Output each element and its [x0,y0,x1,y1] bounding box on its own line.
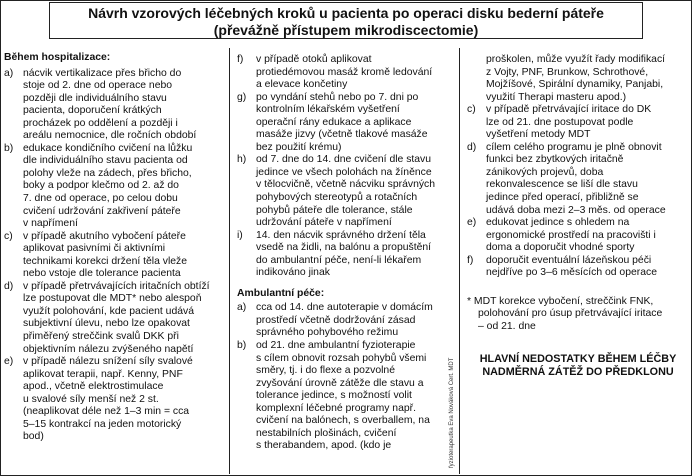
text-line: pohybů páteře dle tolerance, stále [256,204,413,216]
text-line: udržování páteře v napřímení [256,217,392,229]
text-line: polohování pro úsup přetrvávající iritace [478,308,663,320]
list-item-letter: e) [4,356,14,368]
text-line: dle individuálního stavu pacienta od [23,155,188,167]
text-line: polohy vleže na zádech, přes břicho, [23,167,192,179]
text-line: nestabilních plošinách, cvičení [256,427,397,439]
section-heading-outpatient: Ambulantní péče: [237,287,325,299]
text-line: proškolen, může využít řady modifikací [486,54,666,65]
text-line: v případě přetrvávající iritace do DK [486,104,652,116]
list-item-letter: h) [237,154,247,166]
text-line: nácvik vertikalizace přes břicho do [23,67,182,79]
list-item [467,104,689,142]
text-line: apod., včetně elektrostimulace [23,381,164,393]
list-item-letter: c) [467,104,476,116]
text-line: lze od 21. dne postupovat podle [486,116,634,128]
text-line: využití Therapi masteru apod.) [486,91,627,103]
list-item-text [486,142,689,217]
text-line: správného pohybového režimu [256,327,399,339]
text-line: bod) [23,431,44,443]
text-line: subjektivní úlevu, nebo lze opakovat [23,318,190,330]
list-item-text [256,154,453,229]
text-line: zánikových projevů, doba [486,166,604,178]
text-line: v případě otoků aplikovat [256,54,372,65]
text-line: operační rány edukace a aplikace [256,116,412,128]
text-line: cvičení na balónech, s overballem, na [256,415,430,427]
text-line: později dle individuálního stavu [23,92,167,104]
list-item [4,281,226,356]
text-line: protiedémovou masáž kromě ledování [256,66,433,78]
list-item [4,68,226,143]
text-line: komplexní léčebné programy např. [256,402,416,414]
text-line: nejdříve po 3–6 měsících od operace [486,267,657,279]
list-item-letter: c) [4,230,13,242]
text-line: bez použití krému) [256,141,342,153]
text-line: a elevace končetiny [256,79,348,91]
text-line: aplikovat pasivními či aktivními [23,243,166,255]
list-item-letter: d) [4,280,14,292]
list-item [237,230,453,280]
list-item-letter: a) [4,67,14,79]
text-line: technikami korekci držení těla vleže [23,255,188,267]
text-line: prostředí včetně dodržování zásad [256,314,416,326]
list-item-letter: f) [237,54,244,65]
text-line: edukace kondičního cvičení na lůžku [23,142,193,154]
list-item-letter: e) [467,217,477,229]
column-hospitalization [4,52,226,444]
text-line: přiměřený streččink svalů DKK při [23,331,179,343]
hospitalization-list-continued [237,54,453,280]
text-line: od 21. dne ambulantní fyzioterapie [256,340,416,352]
list-item-text [486,217,689,255]
list-item [467,142,689,217]
list-item-text [486,104,689,142]
text-line: procházek po oddělení a později i [23,117,178,129]
text-line: po vyndání stehů nebo po 7. dni po [256,91,419,103]
text-line: cílem celého programu je plně obnovit [486,141,662,153]
list-item-letter: b) [237,340,247,352]
outpatient-list [237,302,453,453]
outpatient-continuation [467,54,689,104]
text-line: v případě nálezu snížení síly svalové [23,356,193,368]
list-item-text [256,340,453,453]
list-item-letter: d) [467,141,477,153]
title-line-1: Návrh vzorových léčebných kroků u pacienta po operaci disku bederní páteře [88,5,604,21]
text-line: v případě přetrvávajících iritačních obtíží [23,280,210,292]
text-line: 14. den nácvik správného držení těla [256,229,426,241]
text-line: funkci bez zbytkových iritačně [486,154,624,166]
list-item [237,302,453,340]
text-line: tolerance jedince, s možností volit [256,390,412,402]
text-line: z Vojty, PNF, Brunkow, Schrothové, [486,66,649,78]
text-line: nebo vstoje dle tolerance pacienta [23,268,181,280]
list-item-letter: g) [237,91,247,103]
text-line: udává doba mezi 2–3 měs. od operace [486,204,666,216]
list-item-text [256,54,453,92]
column-middle [237,54,453,453]
text-line: jedince před operací, přibližně se [486,192,639,204]
text-line: boky a podpor klečmo od 2. až do [23,180,179,192]
text-line: – od 21. dne [478,320,536,332]
text-line: využít polohování, kde pacient udává [23,305,194,317]
list-item [467,217,689,255]
text-line: areálu nemocnice, dle ročních období [23,130,197,142]
author-credit: fyzioterapeutka Eva Nováková Cert. MDT [449,357,455,468]
list-item [237,92,453,155]
text-line: pohybových stereotypů a rotačních [256,192,418,204]
list-item [4,143,226,231]
list-item-text [23,356,226,444]
title-line-2: (převážně přístupem mikrodiscectomie) [213,22,479,38]
text-line: NADMĚRNÁ ZÁTĚŽ DO PŘEDKLONU [482,366,674,379]
outpatient-list-continued [467,104,689,280]
list-item [237,154,453,229]
text-line: kontrolním lékařském vyšetření [256,104,400,116]
text-line: doma a doporučit vhodné sporty [486,242,635,254]
text-line: HLAVNÍ NEDOSTATKY BĚHEM LÉČBY [479,353,677,366]
text-line: do ambulantní péče, není-li lékařem [256,254,422,266]
text-line: rekonvalescence se liší dle stavu [486,179,638,191]
text-line: * MDT korekce vybočení, streččink FNK, [467,295,654,307]
column-divider-2 [459,48,460,474]
text-line: vsedě na židli, na balónu a propuštění [256,242,432,254]
title-box [49,2,643,39]
list-item-letter: f) [467,254,474,266]
text-line: Mojžíšové, Spirální dynamiky, Panjabi, [486,79,664,91]
text-line: od 7. dne do 14. dne cvičení dle stavu [256,154,432,166]
list-item-text [23,231,226,281]
hospitalization-list [4,68,226,444]
text-line: 7. dne od operace, po celou dobu [23,193,178,205]
text-line: indikováno jinak [256,267,330,279]
text-line: v napřímení [23,218,78,230]
column-right [467,54,689,379]
text-line: 5–15 kontrakcí na jeden motorický [23,418,182,430]
text-line: doporučit eventuální lázeňskou péči [486,254,652,266]
list-item-text [256,302,453,340]
text-line: ergonomické prostředí na pracovišti i [486,229,656,241]
list-item-text [256,230,453,280]
text-line: stoje od 2. dne od operace nebo [23,80,173,92]
list-item-letter: a) [237,302,247,314]
text-line: v případě akutního vybočení páteře [23,230,186,242]
text-line: cvičení udržování zakřivení páteře [23,205,181,217]
list-item-letter: i) [237,229,243,241]
text-line: zvyšování úrovně zátěže dle stavu a [256,377,424,389]
mdt-footnote [467,296,689,334]
text-line: s therabandem, apod. (kdo je [256,440,392,452]
text-line: s cílem obnovit rozsah pohybů všemi [256,352,427,364]
section-heading-hospitalization: Během hospitalizace: [4,52,111,63]
column-divider-1 [229,48,230,474]
list-item-text [486,255,689,280]
text-line: lze postupovat dle MDT* nebo alespoň [23,293,202,305]
list-item [237,340,453,453]
list-item [4,231,226,281]
text-line: v tělocvičně, včetně nácviku správných [256,179,436,191]
list-item [237,54,453,92]
list-item-text [23,281,226,356]
list-item-letter: b) [4,142,14,154]
list-item-text [256,92,453,155]
text-line: směry, tj. i do flexe a pozvolné [256,365,395,377]
list-item [4,356,226,444]
list-item-text [23,143,226,231]
text-line: aplikovat terapii, např. Kenny, PNF [23,368,183,380]
text-line: (neaplikovat déle než 1–3 min = cca [23,406,190,418]
main-shortcomings [467,353,689,379]
text-line: pacienta, doporučení krátkých [23,105,162,117]
text-line: masáže jizvy (včetně tlakové masáže [256,129,428,141]
list-item-text [23,68,226,143]
list-item [467,255,689,280]
text-line: jedince ve všech polohách na žíněnce [256,166,432,178]
text-line: edukovat jedince s ohledem na [486,217,630,229]
text-line: objektivním nálezu zvýšeného napětí [23,343,194,355]
text-line: u svalové síly menší než 2 st. [23,393,159,405]
text-line: cca od 14. dne autoterapie v domácím [256,302,433,314]
text-line: vyšetření metody MDT [486,129,591,141]
